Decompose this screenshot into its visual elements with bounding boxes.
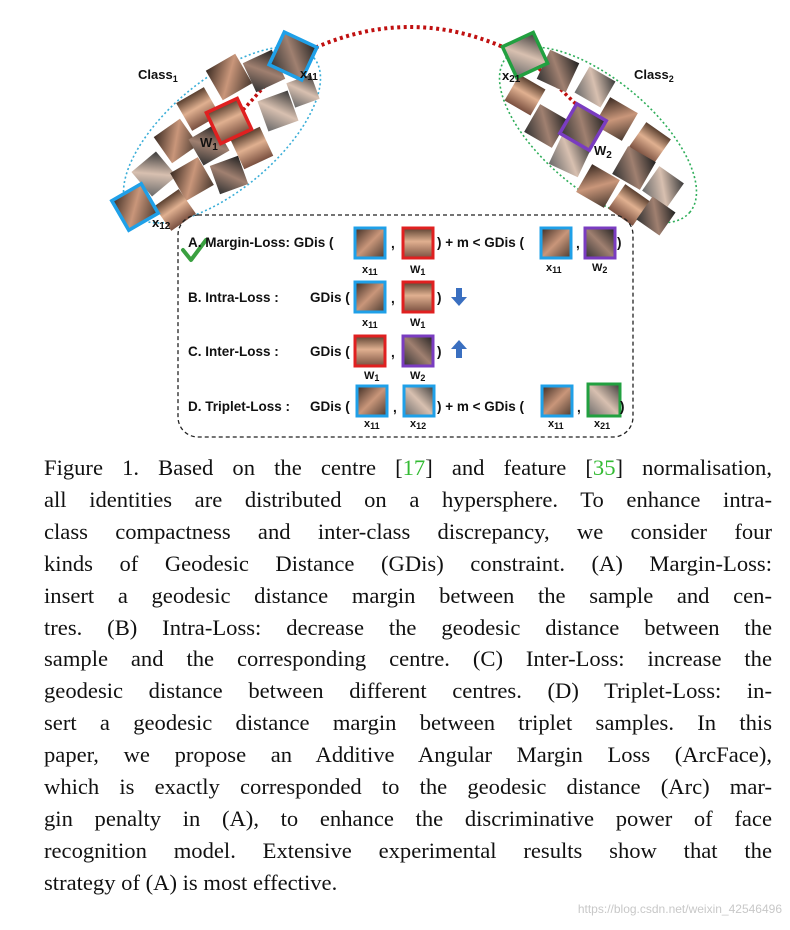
row-c-w2 xyxy=(403,336,433,366)
row-a-comma2: , xyxy=(576,236,580,251)
caption-text: ] and feature [ xyxy=(425,455,593,480)
row-c-w1 xyxy=(355,336,385,366)
inter-class-arc xyxy=(298,27,522,56)
row-b-w1-label: W1 xyxy=(410,317,426,330)
citation-link[interactable]: 17 xyxy=(402,455,426,480)
caption-line: sert a geodesic distance margin between triplet samples. In this xyxy=(44,710,772,736)
row-b-x11-label: x11 xyxy=(362,317,378,330)
caption-line: class compactness and inter-class discrepancy, we consider four xyxy=(44,518,772,544)
row-d-mid: ) + m < GDis ( xyxy=(437,399,525,414)
row-d-x11 xyxy=(357,386,387,416)
row-d-label: D. Triplet-Loss : xyxy=(188,399,291,414)
row-d-comma: , xyxy=(393,400,397,415)
caption-line: all identities are distributed on a hypersphere. To enhance intra- xyxy=(44,486,772,512)
caption-text: Figure 1. Based on the centre [ xyxy=(44,455,403,480)
caption-line: gin penalty in (A), to enhance the discriminative power of face xyxy=(44,805,772,831)
caption-line: tres. (B) Intra-Loss: decrease the geodesic distance between the xyxy=(44,614,772,640)
row-d-x11b-label: x11 xyxy=(548,418,564,431)
row-a-x11-label: x11 xyxy=(362,264,378,277)
caption-text: ] normalisation, xyxy=(615,455,772,480)
caption-line xyxy=(44,452,772,484)
row-c-w1-label: W1 xyxy=(364,370,380,383)
increase-arrow-icon xyxy=(451,340,467,358)
row-a-w1-label: W1 xyxy=(410,264,426,277)
row-d-x12-label: x12 xyxy=(410,418,427,431)
figure-diagram xyxy=(0,0,790,445)
row-d-x11-label: x11 xyxy=(364,418,380,431)
row-d-x21-label: x21 xyxy=(594,418,611,431)
row-c-close: ) xyxy=(437,344,442,359)
row-b-x11 xyxy=(355,282,385,312)
class1-label: Class$_1$ xyxy=(138,67,178,84)
x11-label: x11 xyxy=(300,66,318,83)
row-a-w2-label: W2 xyxy=(592,262,608,275)
row-a-comma: , xyxy=(391,236,395,251)
row-d-x12 xyxy=(404,386,434,416)
class2-label: Class$_2$ xyxy=(634,67,674,84)
w2-label: $W_2$ xyxy=(594,143,612,161)
caption-line: strategy of (A) is most effective. xyxy=(44,869,338,895)
caption-line: sample and the corresponding centre. (C) Inter-Loss: increase the xyxy=(44,646,772,672)
row-c-w2-label: W2 xyxy=(410,370,426,383)
row-c-gdis: GDis ( xyxy=(310,344,350,359)
w1-label: $W_1$ xyxy=(200,135,218,153)
row-a-mid: ) + m < GDis ( xyxy=(437,235,525,250)
row-d-x11b xyxy=(542,386,572,416)
caption-line: recognition model. Extensive experimental results show that the xyxy=(44,837,772,863)
row-d-comma2: , xyxy=(577,400,581,415)
caption-line: kinds of Geodesic Distance (GDis) constraint. (A) Margin-Loss: xyxy=(44,550,772,576)
row-a-w1 xyxy=(403,228,433,258)
decrease-arrow-icon xyxy=(451,288,467,306)
row-b-close: ) xyxy=(437,290,442,305)
caption-line: insert a geodesic distance margin between the sample and cen- xyxy=(44,582,772,608)
watermark: https://blog.csdn.net/weixin_42546496 xyxy=(577,902,782,916)
row-a-x11b-label: x11 xyxy=(546,262,562,275)
caption-line: geodesic distance between different centres. (D) Triplet-Loss: in- xyxy=(44,678,772,704)
row-c-comma: , xyxy=(391,345,395,360)
citation-link[interactable]: 35 xyxy=(592,455,616,480)
row-b-w1 xyxy=(403,282,433,312)
row-d-gdis: GDis ( xyxy=(310,399,350,414)
row-b-gdis: GDis ( xyxy=(310,290,350,305)
row-a-label: A. Margin-Loss: GDis ( xyxy=(188,235,334,250)
row-b-label: B. Intra-Loss : xyxy=(188,290,279,305)
row-a-x11b xyxy=(541,228,571,258)
x21-label: x21 xyxy=(502,68,521,85)
caption-line: paper, we propose an Additive Angular Margin Loss (ArcFace), xyxy=(44,742,772,768)
x12-label: x12 xyxy=(152,215,171,232)
figure-caption xyxy=(44,452,772,899)
caption-line: which is exactly corresponded to the geodesic distance (Arc) mar- xyxy=(44,774,772,800)
row-c-label: C. Inter-Loss : xyxy=(188,344,279,359)
row-a-w2 xyxy=(585,228,615,258)
row-d-x21 xyxy=(588,384,620,416)
row-a-close: ) xyxy=(617,235,622,250)
row-d-close: ) xyxy=(620,399,625,414)
row-b-comma: , xyxy=(391,291,395,306)
row-a-x11 xyxy=(355,228,385,258)
